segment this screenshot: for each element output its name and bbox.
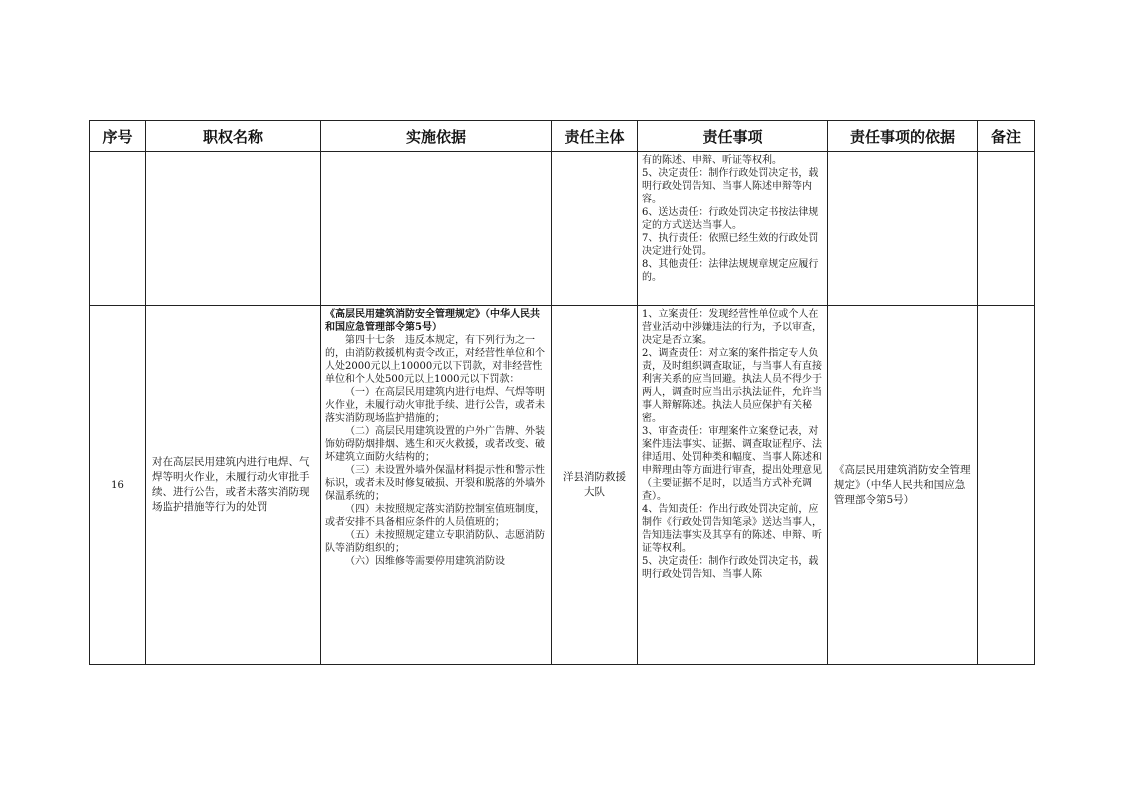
- cell-basis-empty: [321, 152, 552, 306]
- header-row: [90, 121, 1035, 152]
- basis-title: 《高层民用建筑消防安全管理规定》（中华人民共和国应急管理部令第5号）: [325, 309, 540, 333]
- table-row-continued: [90, 152, 1035, 306]
- remark: [978, 306, 1034, 310]
- cell-seq: [90, 306, 146, 665]
- cell-duties: [638, 306, 828, 665]
- power-name: 对在高层民用建筑内进行电焊、气焊等明火作业，未履行动火审批手续、进行公告，或者未落实消防现场监护措施等行为的处罚: [152, 456, 310, 513]
- header-basis: 实施依据: [321, 121, 552, 152]
- row-seq: 16: [111, 479, 124, 491]
- basis-paragraph: 第四十七条 违反本规定，有下列行为之一的，由消防救援机构责令改正，对经营性单位和个人处2000元以上10000元以下罚款，对非经营性单位和个人处500元以上1000元以下罚款：: [325, 335, 545, 385]
- cell-subject-empty: [552, 152, 638, 306]
- duty-line: 7、执行责任：依照已经生效的行政处罚决定进行处罚。: [642, 233, 819, 257]
- cell-remark-empty: [978, 152, 1035, 306]
- header-duty-basis: 责任事项的依据: [828, 121, 978, 152]
- duty-basis: 《高层民用建筑消防安全管理规定》（中华人民共和国应急管理部令第5号）: [834, 463, 971, 506]
- duty-line: 6、送达责任：行政处罚决定书按法律规定的方式送达当事人。: [642, 207, 819, 231]
- cell-duty-basis: [828, 306, 978, 665]
- cell-seq-empty: [90, 152, 146, 306]
- cell-duty-basis-empty: [828, 152, 978, 306]
- basis-paragraph: （二）高层民用建筑设置的户外广告牌、外装饰妨碍防烟排烟、逃生和灭火救援，或者改变、破坏建筑立面防火结构的；: [325, 426, 545, 463]
- cell-duties-continued: [638, 152, 828, 306]
- cell-subject: [552, 306, 638, 665]
- cell-name-empty: [146, 152, 321, 306]
- basis-paragraph: （四）未按照规定落实消防控制室值班制度，或者安排不具备相应条件的人员值班的；: [325, 504, 545, 528]
- duty-line: 3、审查责任：审理案件立案登记表，对案件违法事实、证据、调查取证程序、法律适用、处罚种类和幅度、当事人陈述和申辩理由等方面进行审查，提出处理意见（主要证据不足时，以适当方式补充调查）。: [642, 426, 822, 502]
- header-duties: 责任事项: [638, 121, 828, 152]
- duty-line: 4、告知责任：作出行政处罚决定前，应制作《行政处罚告知笔录》送达当事人，告知违法事实及其享有的陈述、申辩、听证等权利。: [642, 504, 822, 554]
- duty-line: 8、其他责任：法律法规规章规定应履行的。: [642, 259, 819, 283]
- cell-remark: [978, 306, 1035, 665]
- responsibility-table: [89, 120, 1035, 665]
- duty-line: 2、调查责任：对立案的案件指定专人负责，及时组织调查取证，与当事人有直接利害关系的应当回避。执法人员不得少于两人，调查时应当出示执法证件，允许当事人辩解陈述。执法人员应保护有关秘密。: [642, 348, 822, 424]
- basis-paragraph: （五）未按照规定建立专职消防队、志愿消防队等消防组织的；: [325, 530, 545, 554]
- cell-basis: [321, 306, 552, 665]
- responsible-subject: 洋县消防救援大队: [563, 471, 626, 498]
- cell-power-name: [146, 306, 321, 665]
- header-subject: 责任主体: [552, 121, 638, 152]
- header-seq: 序号: [90, 121, 146, 152]
- table-row-16: [90, 306, 1035, 665]
- basis-paragraph: （三）未设置外墙外保温材料提示性和警示性标识，或者未及时修复破损、开裂和脱落的外墙外保温系统的；: [325, 465, 545, 502]
- basis-paragraph: （一）在高层民用建筑内进行电焊、气焊等明火作业，未履行动火审批手续、进行公告，或者未落实消防现场监护措施的；: [325, 387, 545, 424]
- header-remark: 备注: [978, 121, 1035, 152]
- duty-line: 有的陈述、申辩、听证等权利。: [642, 155, 782, 166]
- header-power-name: 职权名称: [146, 121, 321, 152]
- duty-line: 5、决定责任：制作行政处罚决定书，载明行政处罚告知、当事人陈: [642, 556, 819, 580]
- basis-paragraph: （六）因维修等需要停用建筑消防设: [345, 556, 505, 567]
- duty-line: 5、决定责任：制作行政处罚决定书，载明行政处罚告知、当事人陈述申辩等内容。: [642, 168, 819, 205]
- duty-line: 1、立案责任：发现经营性单位或个人在营业活动中涉嫌违法的行为，予以审查，决定是否立案。: [642, 309, 822, 346]
